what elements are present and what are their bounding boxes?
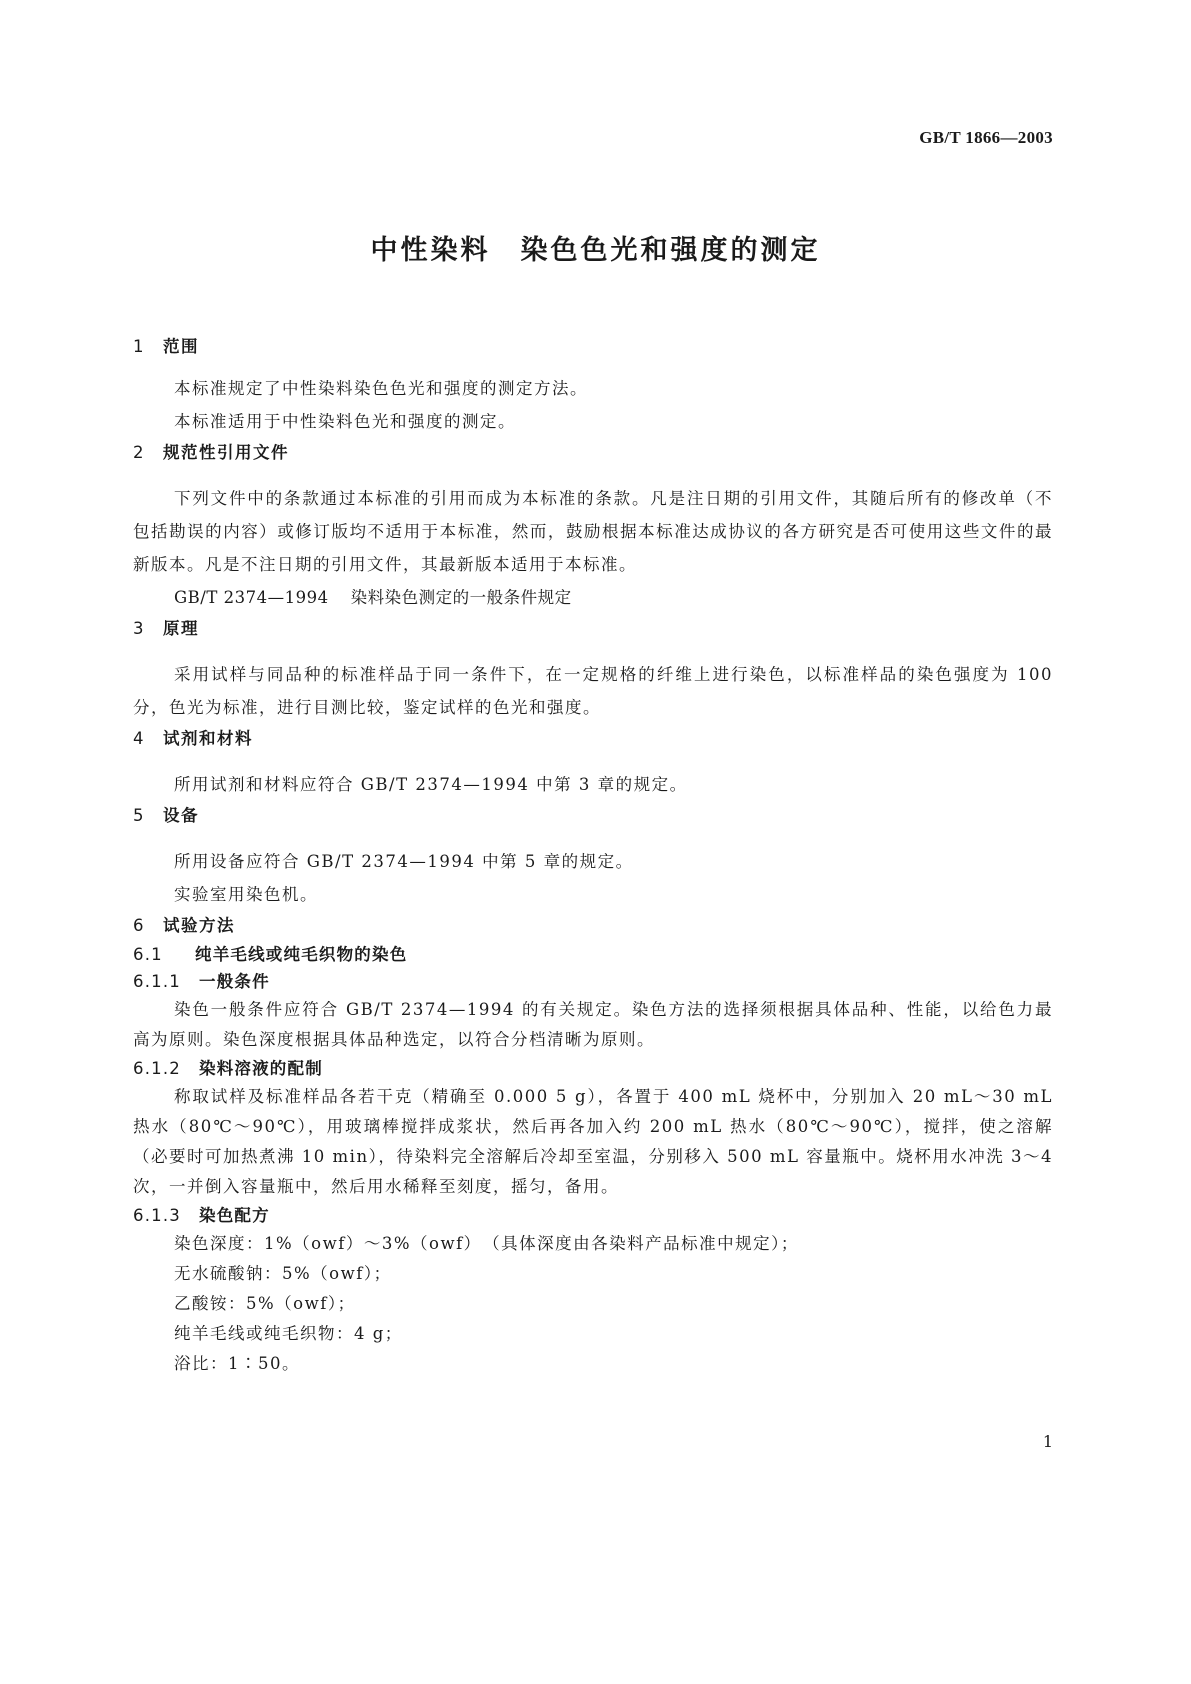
section-4-heading	[133, 724, 1053, 754]
section-title: 试验方法	[163, 916, 235, 935]
section-title: 规范性引用文件	[163, 443, 289, 462]
reference-code: GB/T 2374—1994	[174, 588, 329, 607]
list-item: 染色深度：1%（owf）～3%（owf） （具体深度由各染料产品标准中规定）；	[174, 1234, 799, 1253]
paragraph: 采用试样与同品种的标准样品于同一条件下，在一定规格的纤维上进行染色，以标准样品的染色强度为 100 分，色光为标准，进行目测比较，鉴定试样的色光和强度。	[133, 665, 1053, 717]
paragraph: 实验室用染色机。	[174, 885, 318, 904]
document-body	[133, 332, 1053, 1379]
paragraph: 染色一般条件应符合 GB/T 2374—1994 的有关规定。染色方法的选择须根据具体品种、性能，以给色力最高为原则。染色深度根据具体品种选定，以符合分档清晰为原则。	[133, 1000, 1053, 1049]
paragraph: 本标准规定了中性染料染色色光和强度的测定方法。	[174, 379, 588, 398]
section-title: 试剂和材料	[163, 729, 253, 748]
section-6-heading	[133, 911, 1053, 941]
section-5-heading	[133, 801, 1053, 831]
paragraph: 下列文件中的条款通过本标准的引用而成为本标准的条款。凡是注日期的引用文件，其随后所有的修改单（不包括勘误的内容）或修订版均不适用于本标准，然而，鼓励根据本标准达成协议的各方研究是否可使用这些文件的最新版本。凡是不注日期的引用文件，其最新版本适用于本标准。	[133, 489, 1053, 574]
page-number: 1	[1042, 1432, 1053, 1451]
section-number: 5	[133, 806, 145, 825]
reference-title: 染料染色测定的一般条件规定	[350, 588, 572, 607]
document-title	[0, 228, 1191, 267]
list-item: 无水硫酸钠：5%（owf）；	[174, 1264, 392, 1283]
section-6-1-3-heading	[133, 1202, 1053, 1229]
title-part-2: 染色色光和强度的测定	[520, 235, 821, 266]
normative-reference	[133, 581, 1053, 614]
section-title: 原理	[163, 619, 199, 638]
section-6-1-1-heading	[133, 968, 1053, 995]
section-number: 3	[133, 619, 145, 638]
section-number: 6	[133, 916, 145, 935]
section-number: 6.1.3	[133, 1206, 181, 1225]
list-item: 乙酸铵：5%（owf）；	[174, 1294, 356, 1313]
section-number: 6.1.2	[133, 1059, 181, 1078]
section-title: 染色配方	[199, 1206, 270, 1225]
title-part-1: 中性染料	[370, 235, 491, 266]
section-title: 设备	[163, 806, 199, 825]
section-title: 染料溶液的配制	[199, 1059, 323, 1078]
section-1-heading	[133, 332, 1053, 362]
section-number: 1	[133, 337, 145, 356]
section-3-heading	[133, 614, 1053, 644]
section-6-1-heading	[133, 941, 1053, 968]
paragraph: 所用设备应符合 GB/T 2374—1994 中第 5 章的规定。	[174, 852, 634, 871]
list-item: 纯羊毛线或纯毛织物：4 g；	[174, 1324, 403, 1343]
standard-code: GB/T 1866—2003	[919, 128, 1053, 147]
list-item: 浴比：1∶50。	[174, 1354, 300, 1373]
paragraph: 所用试剂和材料应符合 GB/T 2374—1994 中第 3 章的规定。	[174, 775, 688, 794]
section-title: 范围	[163, 337, 199, 356]
section-title: 一般条件	[199, 972, 270, 991]
section-number: 2	[133, 443, 145, 462]
section-number: 6.1	[133, 945, 163, 964]
section-number: 6.1.1	[133, 972, 181, 991]
section-title: 纯羊毛线或纯毛织物的染色	[195, 945, 408, 964]
paragraph: 本标准适用于中性染料色光和强度的测定。	[174, 412, 516, 431]
paragraph: 称取试样及标准样品各若干克（精确至 0.000 5 g），各置于 400 mL 烧杯中，分别加入 20 mL～30 mL热水（80℃～90℃），用玻璃棒搅拌成浆状，然后再各加入约 200 mL 热水（80℃～90℃），搅拌，使之溶解（必要时可加热煮沸 10 min），待染料完全溶解后冷却至室温，分别移入 500 mL 容量瓶中。烧杯用水冲洗 3～4 次，一并倒入容量瓶中，然后用水稀释至刻度，摇匀，备用。	[133, 1087, 1053, 1196]
section-6-1-2-heading	[133, 1055, 1053, 1082]
section-2-heading	[133, 438, 1053, 468]
section-number: 4	[133, 729, 145, 748]
